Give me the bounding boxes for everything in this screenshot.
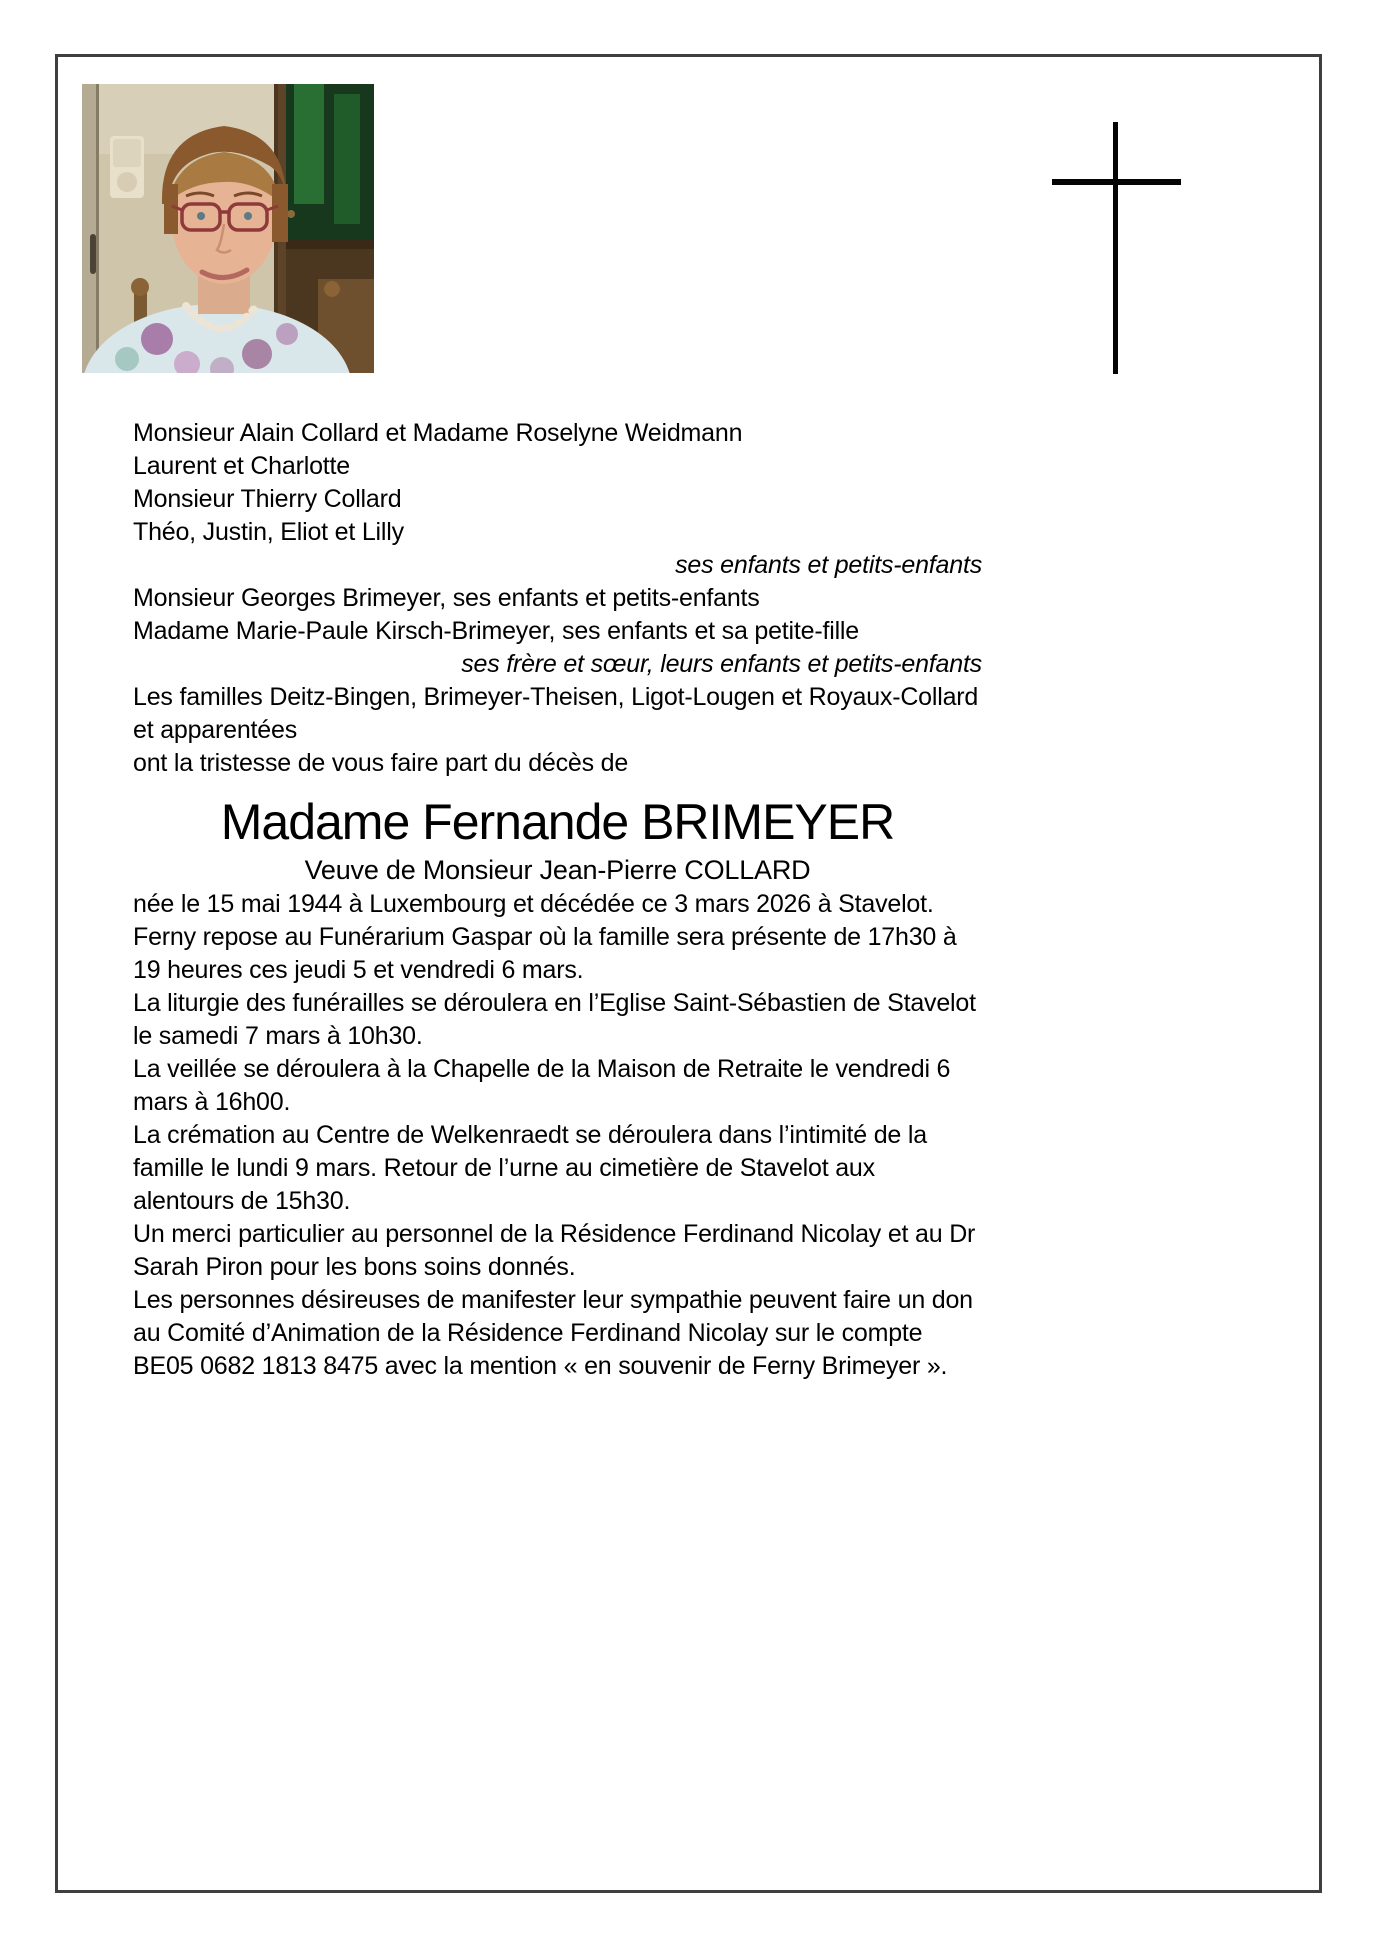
children-group-1: [133, 417, 982, 483]
photo-hair-side-right: [272, 184, 288, 242]
children-group-2: [133, 483, 982, 549]
photo-door-handle: [90, 234, 96, 274]
relation-children: ses enfants et petits-enfants: [675, 551, 982, 579]
repose-paragraph: Ferny repose au Funérarium Gaspar où la famille sera présente de 17h30 à 19 heures ces jeudi 5 et vendredi 6 mars.: [133, 923, 957, 984]
photo-chair-knob-right: [324, 281, 340, 297]
photo-chair-knob-left: [131, 278, 149, 296]
photo-cabinet-key: [287, 210, 295, 218]
cross-vertical-bar: [1113, 122, 1118, 374]
cremation-paragraph: La crémation au Centre de Welkenraedt se déroulera dans l’intimité de la famille le lundi 9 mars. Retour de l’urne au cimetière de Stavelot aux alentours de 15h30.: [133, 1121, 927, 1215]
children-line-4: Théo, Justin, Eliot et Lilly: [133, 518, 404, 546]
merci-paragraph: Un merci particulier au personnel de la Résidence Ferdinand Nicolay et au Dr Sarah Piron pour les bons soins donnés.: [133, 1220, 976, 1281]
siblings-line-2: Madame Marie-Paule Kirsch-Brimeyer, ses enfants et sa petite-fille: [133, 617, 859, 645]
siblings-group: [133, 582, 982, 648]
cross-horizontal-bar: [1052, 179, 1181, 185]
photo-light-switch-top: [113, 139, 141, 167]
photo-green-glass-2: [334, 94, 360, 224]
veillee-paragraph: La veillée se déroulera à la Chapelle de la Maison de Retraite le vendredi 6 mars à 16h00.: [133, 1055, 951, 1116]
photo-blouse-floral-3: [242, 339, 272, 369]
life-dates: née le 15 mai 1944 à Luxembourg et décédée ce 3 mars 2026 à Stavelot.: [133, 890, 934, 918]
photo-eye-right: [244, 212, 252, 220]
photo-eye-left: [197, 212, 205, 220]
photo-blouse-floral-1: [141, 323, 173, 355]
liturgie-paragraph: La liturgie des funérailles se déroulera en l’Eglise Saint-Sébastien de Stavelot le samedi 7 mars à 10h30.: [133, 989, 976, 1050]
announcement-text-column: [133, 417, 982, 1383]
portrait-photo-illustration: [82, 84, 374, 373]
relation-siblings: ses frère et sœur, leurs enfants et petits-enfants: [461, 650, 982, 678]
children-line-3: Monsieur Thierry Collard: [133, 485, 402, 513]
intro-line: ont la tristesse de vous faire part du décès de: [133, 749, 629, 777]
deceased-widow-of: Veuve de Monsieur Jean-Pierre COLLARD: [304, 855, 811, 885]
photo-light-switch-button: [117, 172, 137, 192]
portrait-photo: [82, 84, 374, 373]
children-line-1: Monsieur Alain Collard et Madame Roselyne Weidmann: [133, 419, 743, 447]
dons-paragraph: Les personnes désireuses de manifester leur sympathie peuvent faire un don au Comité d’Animation de la Résidence Ferdinand Nicolay sur le compte BE05 0682 1813 8475 avec la mention « en souvenir de Ferny Brimeyer ».: [133, 1286, 973, 1380]
photo-green-glass-1: [294, 84, 324, 204]
photo-door-edge: [82, 84, 96, 373]
photo-blouse-floral-5: [115, 347, 139, 371]
children-line-2: Laurent et Charlotte: [133, 452, 350, 480]
photo-door-line: [96, 84, 99, 373]
deceased-name: Madame Fernande BRIMEYER: [220, 794, 895, 850]
siblings-line-1: Monsieur Georges Brimeyer, ses enfants et petits-enfants: [133, 584, 760, 612]
families-line: Les familles Deitz-Bingen, Brimeyer-Theisen, Ligot-Lougen et Royaux-Collard et apparentées: [133, 683, 979, 744]
photo-cabinet-shelf: [286, 239, 374, 249]
photo-blouse-floral-4: [276, 323, 298, 345]
